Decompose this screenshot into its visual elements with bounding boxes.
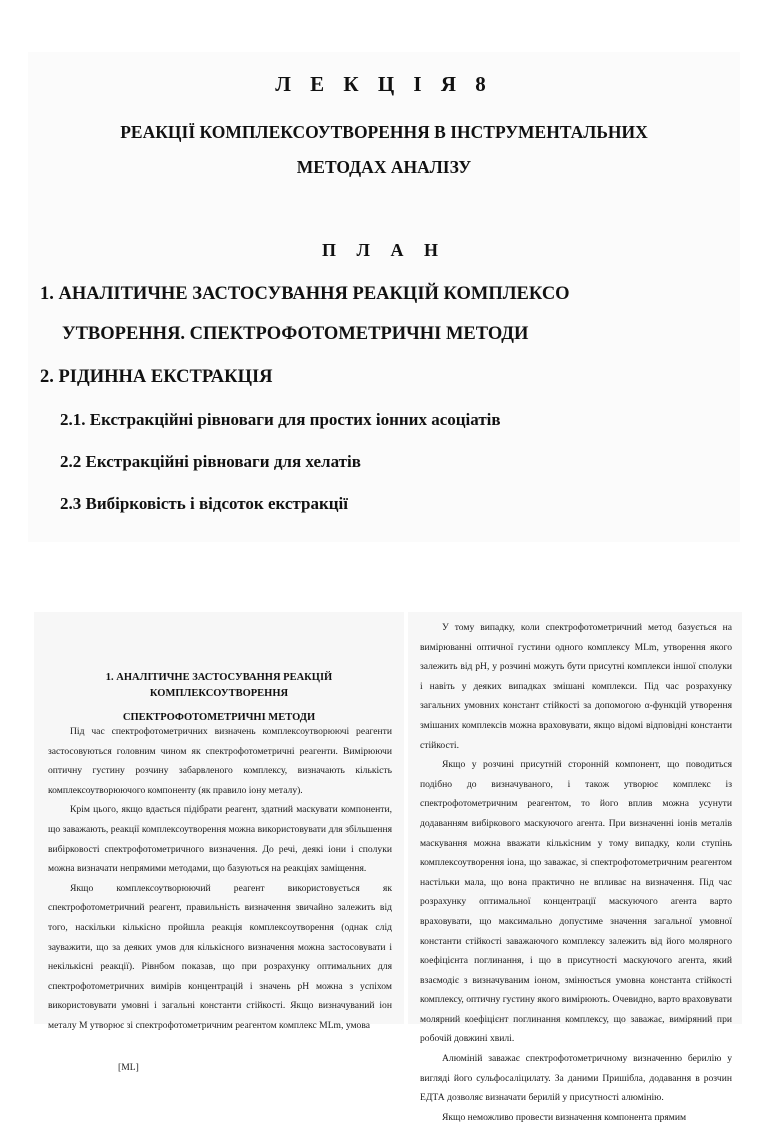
doc-paragraph: У тому випадку, коли спектрофотометричний метод базується на вимірюванні оптичної густини одного комплексу MLm, утворення якого залежить від pH, у розчині можуть бути присутні комплекси іншої сполуки і навіть у деяких випадках змішані комплекси. Під час розрахунку загальних умовних констант стійкості за допомогою α-функцій утворення змішаних комплексів можна враховувати, якщо відомі відповідні константи стійкості. [420, 622, 732, 751]
right-document-page [408, 612, 742, 1123]
lecture-topic-line1: РЕАКЦІЇ КОМПЛЕКСОУТВОРЕННЯ В ІНСТРУМЕНТАЛЬНИХ [120, 122, 648, 142]
plan-subitem-2-3: 2.3 Вибірковість і відсоток екстракції [60, 494, 348, 513]
plan-subitem-2-1: 2.1. Екстракційні рівноваги для простих іонних асоціатів [60, 410, 501, 429]
doc-heading-line2: КОМПЛЕКСОУТВОРЕННЯ [149, 688, 289, 699]
doc-paragraph: Під час спектрофотометричних визначень комплексоутворюючі реагенти застосовуються головним чином як спектрофотометричні реагенти. Вимірюючи оптичну густину розчину забарвленого комплексу, визначають кількість комплексоутворюючого компоненту (як правило іону металу). [48, 726, 392, 796]
doc-heading-line1: 1. АНАЛІТИЧНЕ ЗАСТОСУВАННЯ РЕАКЦІЙ [105, 672, 333, 683]
doc-paragraph: Алюміній заважає спектрофотометричному визначенню берилію у вигляді його сульфосаліцилату. За даними Пришібла, додавання в розчин ЕДТА дозволяє визначати берилій у присутності алюмінію. [420, 1053, 732, 1104]
doc-formula: [ML] [118, 1061, 139, 1073]
plan-heading: П Л А Н [322, 240, 446, 260]
plan-subitem-2-2: 2.2 Екстракційні рівноваги для хелатів [60, 452, 361, 471]
doc-heading-line3: СПЕКТРОФОТОМЕТРИЧНІ МЕТОДИ [122, 712, 316, 723]
plan-item-2: 2. РІДИННА ЕКСТРАКЦІЯ [40, 367, 273, 387]
doc-paragraph: Якщо у розчині присутній сторонній компонент, що поводиться подібно до визначуваного, і також утворює комплекс із спектрофотометричним реагентом, то його вплив можна усунути додаванням вибіркового маскуючого агента. При визначенні іонів металів маскування можна вважати кількісним у тому випадку, коли ступінь комплексоутворення іона, що заважає, зі спектрофотометричним реагентом настільки мала, що вона практично не впливає на визначення. Під час розрахунку оптимальної концентрації маскуючого агента варто враховувати, що максимально допустиме значення загальної умовної константи стійкості заважаючого комплексу залежить від його молярного коефіцієнта поглинання, і що в присутності маскуючого агента, який взаємодіє з визначуваним іоном, змінюється умовна константа стійкості комплексу, оптичну густину якого вимірюють. Очевидно, варто враховувати молярний коефіцієнт поглинання комплексу, що заважає, виміряний при робочій довжині хвилі. [420, 759, 732, 1045]
plan-item-1-cont: УТВОРЕННЯ. СПЕКТРОФОТОМЕТРИЧНІ МЕТОДИ [62, 324, 529, 344]
doc-paragraph: Якщо комплексоутворюючий реагент використовується як спектрофотометричний реагент, правильність визначення звичайно залежить від того, наскільки кількісно пройшла реакція комплексоутворення (однак слід зауважити, що за деяких умов для кількісного визначення можна застосовувати і некількісні реакції). Рівнбом показав, що при розрахунку оптимальних для спектрофотометричних вимірів концентрацій і значень pH можна з успіхом використовувати умовні і загальні константи стійкості. Якщо визначуваний іон металу М утворює зі спектрофотометричним реагентом комплекс MLm, умова [48, 882, 392, 1031]
lecture-title: Л Е К Ц І Я 8 [275, 72, 493, 96]
doc-paragraph: Крім цього, якщо вдається підібрати реагент, здатний маскувати компоненти, що заважають, реакції комплексоутворення можна використовувати для збільшення вибірковості спектрофотометричного визначення. До речі, деякі іони і сполуки можна визначати непрямими методами, що базуються на реакціях заміщення. [48, 804, 392, 875]
lecture-topic-line2: МЕТОДАХ АНАЛІЗУ [296, 157, 472, 177]
plan-item-1: 1. АНАЛІТИЧНЕ ЗАСТОСУВАННЯ РЕАКЦІЙ КОМПЛЕКСО [40, 284, 570, 304]
left-document-page [34, 612, 404, 1073]
doc-paragraph: Якщо неможливо провести визначення компонента прямим [442, 1111, 687, 1123]
